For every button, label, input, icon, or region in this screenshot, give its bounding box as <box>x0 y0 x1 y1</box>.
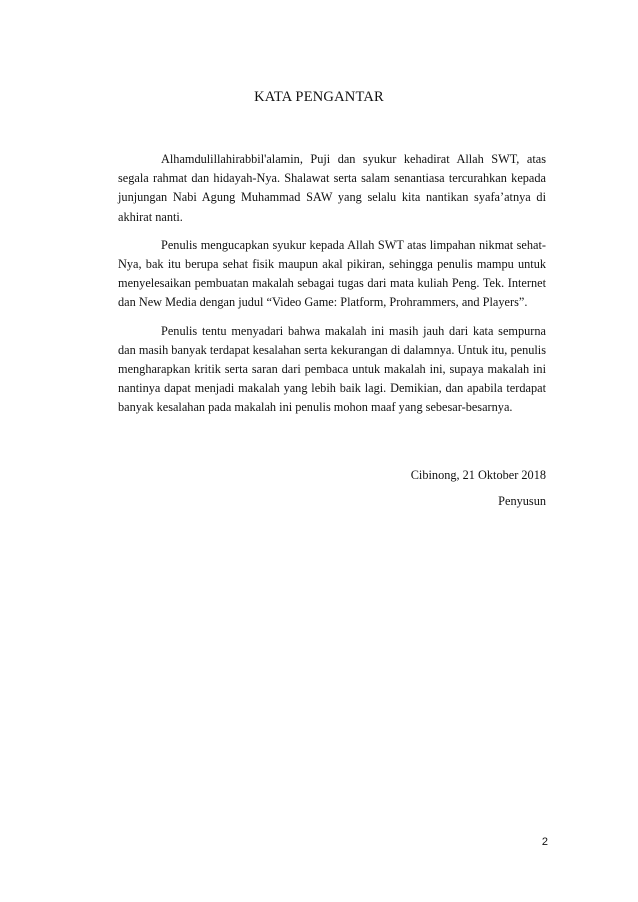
signature-block <box>118 466 546 518</box>
page-number: 2 <box>541 836 548 848</box>
place-date: Cibinong, 21 Oktober 2018 <box>410 468 546 482</box>
paragraph-opening: Alhamdulillahirabbil'alamin, Puji dan syukur kehadirat Allah SWT, atas segala rahmat dan hidayah-Nya. Shalawat serta salam senantiasa tercurahkan kepada junjungan Nabi Agung Muhammad SAW yang selalu kita nantikan syafa’atnya di akhirat nanti. <box>118 152 546 224</box>
page-title: KATA PENGANTAR <box>254 89 384 105</box>
author: Penyusun <box>498 494 546 509</box>
paragraph-gratitude: Penulis mengucapkan syukur kepada Allah SWT atas limpahan nikmat sehat-Nya, bak itu berupa sehat fisik maupun akal pikiran, sehingga penulis mampu untuk menyelesaikan pembuatan makalah sebagai tugas dari mata kuliah Peng. Tek. Internet dan New Media dengan judul “Video Game: Platform, Prohrammers, and Players”. <box>118 237 546 310</box>
document-body <box>118 150 546 427</box>
paragraph-closing: Penulis tentu menyadari bahwa makalah ini masih jauh dari kata sempurna dan masih banyak terdapat kesalahan serta kekurangan di dalamnya. Untuk itu, penulis mengharapkan kritik serta saran dari pembaca untuk makalah ini, supaya makalah ini nantinya dapat menjadi makalah yang lebih baik lagi. Demikian, dan apabila terdapat banyak kesalahan pada makalah ini penulis mohon maaf yang sebesar-besarnya. <box>118 323 546 415</box>
